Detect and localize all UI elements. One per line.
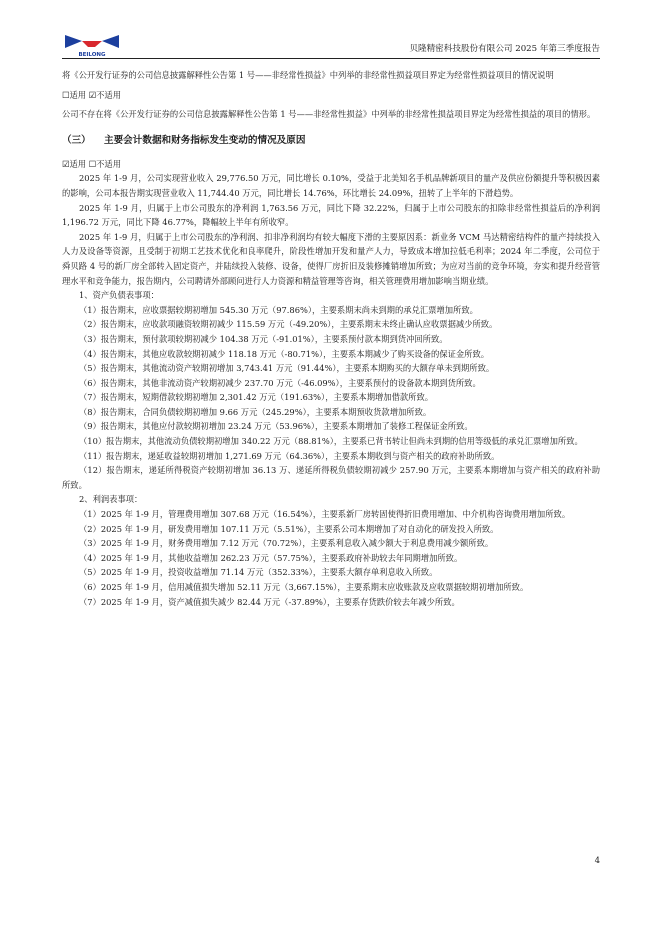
profit-item: （6）2025 年 1-9 月，信用减值损失增加 52.11 万元（3,667.15%），主要系期末应收账款及应收票据较期初增加所致。 bbox=[79, 582, 529, 592]
page-header bbox=[62, 30, 600, 59]
profit-item: （3）2025 年 1-9 月，财务费用增加 7.12 万元（70.72%），主要系利息收入减少额大于利息费用减少额所致。 bbox=[79, 538, 494, 549]
balance-item: （8）报告期末，合同负债较期初增加 9.66 万元（245.29%），主要系本期预收货款增加所致。 bbox=[79, 406, 432, 417]
page-number: 4 bbox=[594, 856, 600, 866]
document-body bbox=[62, 68, 600, 609]
paragraph-net-profit: 2025 年 1-9 月，归属于上市公司股东的净利润 1,763.56 万元，同比下降 32.22%，归属于上市公司股东的扣除非经常性损益后的净利润 1,196.72 万元，同比下降 46.77%，降幅较上半年有所收窄。 bbox=[62, 202, 600, 228]
balance-item: （2）报告期末，应收款项融资较期初减少 115.59 万元（-49.20%），主要系期末未终止确认应收票据减少所致。 bbox=[79, 319, 498, 330]
balance-sheet-title: 1、资产负债表事项： bbox=[79, 290, 159, 301]
logo-text: BEILONG bbox=[78, 52, 106, 58]
income-statement-title: 2、利润表事项： bbox=[79, 494, 143, 505]
balance-item: （6）报告期末，其他非流动资产较期初减少 237.70 万元（-46.09%），主要系预付的设备款本期到货所致。 bbox=[79, 377, 481, 388]
paragraph-revenue: 2025 年 1-9 月，公司实现营业收入 29,776.50 万元，同比增长 0.10%，受益于北美知名手机品牌新项目的量产及供应份额提升等积极因素的影响，公司本报告期实现营业收入 11,744.40 万元，同比增长 14.76%，环比增长 24.09%，扭转了上半年的下滑趋势。 bbox=[62, 173, 600, 198]
balance-item: （3）报告期末，预付款项较期初减少 104.38 万元（-91.01%），主要系预付款本期到货冲回所致。 bbox=[79, 333, 448, 344]
intro-heading: 将《公开发行证券的公司信息披露解释性公告第 1 号——非经常性损益》中列举的非经常性损益项目界定为经常性损益项目的情况说明 bbox=[62, 70, 554, 80]
profit-item: （2）2025 年 1-9 月，研发费用增加 107.11 万元（5.51%），主要系公司本期增加了对自动化的研发投入所致。 bbox=[79, 523, 499, 534]
balance-item: （11）报告期末，递延收益较期初增加 1,271.69 万元（64.36%），主要系本期收到与资产相关的政府补助所致。 bbox=[79, 450, 500, 461]
section-title: 主要会计数据和财务指标发生变动的情况及原因 bbox=[104, 134, 306, 146]
section-heading bbox=[62, 134, 600, 148]
paragraph-reasons: 2025 年 1-9 月，归属于上市公司股东的净利润、扣非净利润均有较大幅度下滑的主要原因系：新业务 VCM 马达精密结构件的量产持续投入人力及设备等资源，且受制于初期工艺技术优化和良率爬升，阶段性增加开发和量产人力，导致成本增加拉低毛利率；2024 年二季度，公司位于舜贝路 4 号的新厂房全部转入固定资产，并陆续投入装修、设备，使得厂房折旧及装修摊销增加所致；为应对当前的竞争环境，夯实和提升经营管理水平和竞争能力，报告期内，公司聘请外部顾问进行人力资源和精益管理等咨询，相关管理费用增加影响当期业绩。 bbox=[62, 231, 600, 286]
report-title: 贝隆精密科技股份有限公司 2025 年第三季度报告 bbox=[409, 44, 600, 54]
intro-applicability: ☐适用 ☑不适用 bbox=[62, 89, 121, 100]
profit-item: （7）2025 年 1-9 月，资产减值损失减少 82.44 万元（-37.89%），主要系存货跌价较去年减少所致。 bbox=[79, 596, 460, 607]
balance-item: （5）报告期末，其他流动资产较期初增加 3,743.41 万元（91.44%），主要系本期购买的大额存单未到期所致。 bbox=[79, 363, 495, 374]
section-number: （三） bbox=[62, 134, 91, 146]
balance-item: （9）报告期末，其他应付款较期初增加 23.24 万元（53.96%），主要系本期增加了装修工程保证金所致。 bbox=[79, 421, 473, 432]
balance-item: （10）报告期末，其他流动负债较期初增加 340.22 万元（88.81%），主要系已背书转让但尚未到期的信用等级低的承兑汇票增加所致。 bbox=[79, 436, 583, 447]
balance-item: （4）报告期末，其他应收款较期初减少 118.18 万元（-80.71%），主要系本期减少了购买设备的保证金所致。 bbox=[79, 348, 490, 359]
section-applicability: ☑适用 ☐不适用 bbox=[62, 158, 121, 169]
profit-item: （4）2025 年 1-9 月，其他收益增加 262.23 万元（57.75%），主要系政府补助较去年同期增加所致。 bbox=[79, 552, 463, 563]
balance-item: （1）报告期末，应收票据较期初增加 545.30 万元（97.86%），主要系期末尚未到期的承兑汇票增加所致。 bbox=[79, 304, 478, 315]
balance-item: （12）报告期末，递延所得税资产较期初增加 36.13 万、递延所得税负债较期初减少 257.90 万元，主要系本期增加与资产相关的政府补助所致。 bbox=[62, 465, 600, 490]
profit-item: （5）2025 年 1-9 月，投资收益增加 71.14 万元（352.33%），主要系大额存单利息收入所致。 bbox=[79, 567, 438, 578]
company-logo bbox=[62, 30, 122, 58]
intro-statement: 公司不存在将《公开发行证券的公司信息披露解释性公告第 1 号——非经常性损益》中列举的非经常性损益项目界定为经常性损益的项目的情形。 bbox=[62, 109, 596, 120]
profit-item: （1）2025 年 1-9 月，管理费用增加 307.68 万元（16.54%），主要系新厂房转固使得折旧费用增加、中介机构咨询费用增加所致。 bbox=[79, 509, 571, 520]
balance-item: （7）报告期末，短期借款较期初增加 2,301.42 万元（191.63%），主要系本期增加借款所致。 bbox=[79, 392, 434, 403]
